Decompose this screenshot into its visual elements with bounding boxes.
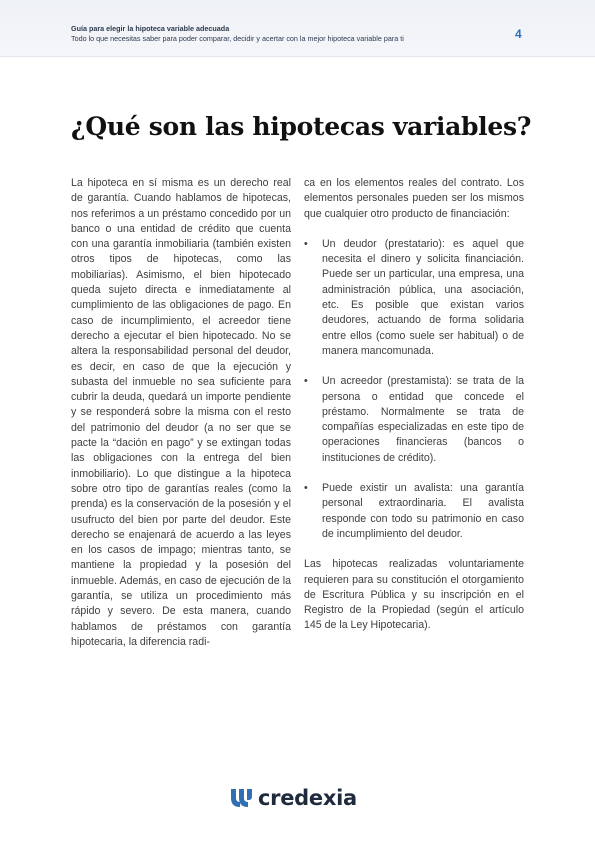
bullet-item-deudor [304,237,524,359]
bullet-text: Puede existir un avalista: una garantía personal extraordinaria. El avalista responde con todo su patrimonio en caso de incumplimiento del deudor. [322,482,524,540]
page-number: 4 [515,27,522,41]
header-subtitle: Todo lo que necesitas saber para poder comparar, decidir y acertar con la mejor hipoteca variable para ti [71,34,404,43]
right-closing: Las hipotecas realizadas voluntariamente requieren para su constitución el otorgamiento de Escritura Pública y su inscripción en el Registro de la Propiedad (según el artículo 145 de la Ley Hipotecaria). [304,558,524,632]
bullet-item-acreedor [304,374,524,466]
brand-logo [228,784,378,812]
bullet-text: Un acreedor (prestamista): se trata de la persona o entidad que concede el préstamo. Normalmente se trata de compañías especializadas en este tipo de operaciones financieras (bancos o instituciones de crédito). [322,375,524,464]
bullet-dot-icon: • [304,375,308,388]
page-title: ¿Qué son las hipotecas variables? [71,112,532,141]
right-column [304,176,524,634]
credexia-logo-icon [228,787,254,809]
left-column [71,176,291,650]
bullet-dot-icon: • [304,237,308,250]
right-intro: ca en los elementos reales del contrato. Los elementos personales pueden ser los mismos que cualquier otro producto de financiación: [304,177,524,220]
page-header [0,0,595,57]
header-title: Guía para elegir la hipoteca variable adecuada [71,24,230,33]
bullet-item-avalista [304,481,524,542]
bullet-text: Un deudor (prestatario): es aquel que necesita el dinero y solicita financiación. Puede ser un particular, una empresa, una administración pública, una asociación, etc. Es posible que existan varios deudores, actuando de forma solidaria entre ellos (como suele ser habitual) o de manera mancomunada. [322,237,524,357]
left-paragraph: La hipoteca en sí misma es un derecho real de garantía. Cuando hablamos de hipotecas, nos referimos a un préstamo concedido por un banco o una entidad de crédito que cuenta con una garantía inmobiliaria (también existen otros tipos de hipotecas, como las mobiliarias). Asimismo, el bien hipotecado queda sujeto directa e inmediatamente al cumplimiento de las obligaciones de pago. En caso de incumplimiento, el acreedor tiene derecho a ejecutar el bien hipotecado. No se altera la responsabilidad personal del deudor, es decir, en caso de que la ejecución y subasta del inmueble no sea suficiente para cubrir la deuda, quedará un importe pendiente y se responderá sobre la misma con el resto del patrimonio del deudor (a no ser que se pacte la “dación en pago” y se extingan todas las obligaciones con la entrega del bien inmobiliario). Lo que distingue a la hipoteca sobre otro tipo de garantías reales (como la prenda) es la conservación de la posesión y el usufructo del bien por parte del deudor. Este derecho se enajenará de acuerdo a las leyes en los casos de impago; mientras tanto, se mantiene la propiedad y la posesión del inmueble. Además, en caso de ejecución de la garantía, se utiliza un procedimiento más rápido y severo. De esta manera, cuando hablamos de préstamos con garantía hipotecaria, la diferencia radi- [71,177,291,648]
bullet-dot-icon: • [304,482,308,495]
brand-name: credexia [258,786,357,810]
bullet-list [304,237,524,542]
